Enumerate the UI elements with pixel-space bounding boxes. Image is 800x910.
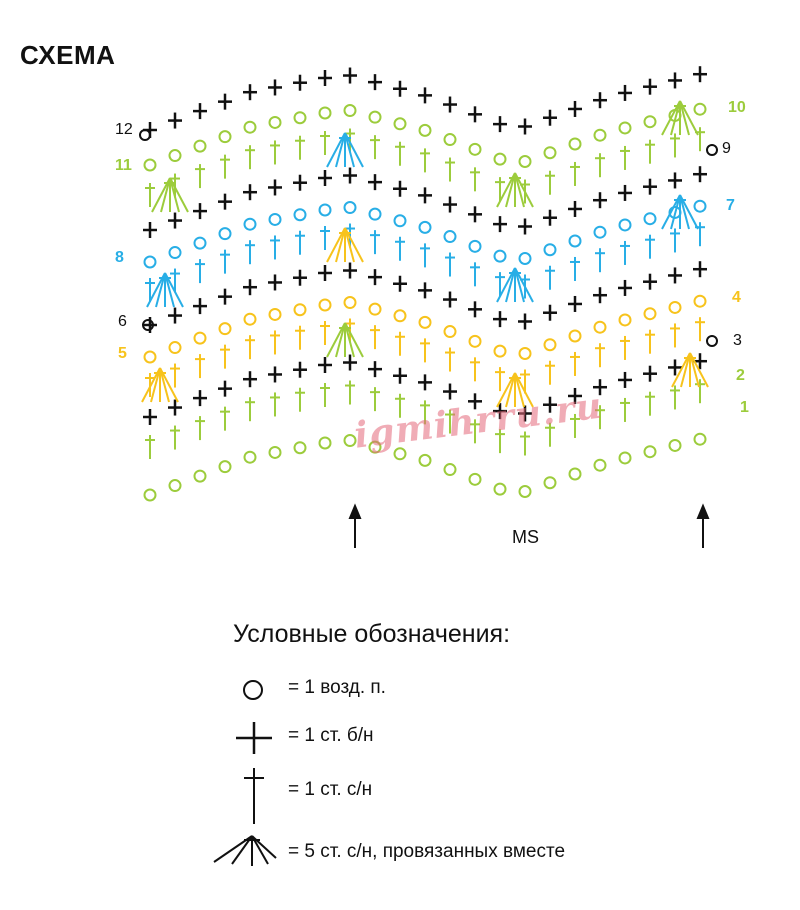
single-crochet: [493, 216, 507, 232]
double-crochet: [245, 240, 255, 264]
double-crochet: [145, 183, 155, 207]
double-crochet: [220, 155, 230, 179]
chain-stitch: [270, 447, 281, 458]
single-crochet: [243, 184, 257, 200]
five-dc-together: [327, 133, 363, 167]
chain-stitch: [520, 348, 531, 359]
double-crochet: [495, 272, 505, 296]
chain-stitch: [595, 227, 606, 238]
chain-stitch: [220, 461, 231, 472]
chain-stitch: [420, 317, 431, 328]
double-crochet: [670, 323, 680, 347]
single-crochet: [593, 287, 607, 303]
single-crochet: [543, 210, 557, 226]
double-crochet: [670, 385, 680, 409]
chain-stitch: [495, 154, 506, 165]
chain-stitch: [495, 251, 506, 262]
double-crochet: [270, 392, 280, 416]
double-crochet: [470, 262, 480, 286]
chain-stitch: [320, 299, 331, 310]
double-crochet: [195, 259, 205, 283]
double-crochet: [420, 148, 430, 172]
single-crochet: [193, 390, 207, 406]
chain-stitch: [670, 440, 681, 451]
chain-stitch: [695, 296, 706, 307]
double-crochet: [370, 387, 380, 411]
chain-stitch: [345, 105, 356, 116]
double-crochet: [170, 269, 180, 293]
single-crochet: [418, 282, 432, 298]
chain-stitch: [620, 314, 631, 325]
double-crochet: [395, 332, 405, 356]
single-crochet: [693, 66, 707, 82]
single-crochet: [343, 68, 357, 84]
single-crochet: [268, 274, 282, 290]
single-crochet: [243, 279, 257, 295]
double-crochet: [420, 338, 430, 362]
chain-stitch: [320, 204, 331, 215]
double-crochet: [620, 146, 630, 170]
single-crochet: [593, 92, 607, 108]
chain-stitch: [670, 302, 681, 313]
single-crochet: [343, 263, 357, 279]
double-crochet: [395, 142, 405, 166]
chain-stitch: [145, 160, 156, 171]
double-crochet: [445, 158, 455, 182]
double-crochet: [270, 140, 280, 164]
single-crochet: [268, 79, 282, 95]
double-crochet: [445, 253, 455, 277]
chain-stitch: [707, 336, 717, 346]
single-crochet: [468, 106, 482, 122]
single-crochet: [443, 292, 457, 308]
single-crochet: [643, 179, 657, 195]
chain-stitch: [645, 116, 656, 127]
double-crochet: [595, 248, 605, 272]
double-crochet: [345, 381, 355, 405]
chain-stitch: [245, 314, 256, 325]
double-crochet: [545, 361, 555, 385]
double-crochet: [295, 136, 305, 160]
single-crochet: [218, 194, 232, 210]
chain-stitch: [445, 231, 456, 242]
single-crochet: [643, 79, 657, 95]
single-crochet: [168, 308, 182, 324]
row-label-4: 4: [732, 289, 741, 306]
double-crochet: [245, 335, 255, 359]
single-crochet: [293, 75, 307, 91]
legend-text: = 1 ст. с/н: [288, 779, 373, 800]
double-crochet: [645, 235, 655, 259]
double-crochet: [245, 145, 255, 169]
single-crochet: [418, 87, 432, 103]
legend-text: = 1 возд. п.: [288, 677, 386, 698]
single-crochet: [168, 400, 182, 416]
chain-stitch: [695, 104, 706, 115]
double-crochet: [320, 226, 330, 250]
single-crochet: [643, 274, 657, 290]
chain-stitch: [420, 222, 431, 233]
chain-stitch: [520, 486, 531, 497]
single-crochet: [193, 298, 207, 314]
double-crochet: [570, 162, 580, 186]
double-crochet: [270, 235, 280, 259]
single-crochet: [693, 166, 707, 182]
double-crochet: [420, 243, 430, 267]
chain-stitch: [495, 484, 506, 495]
row-label-9: 9: [722, 140, 731, 157]
five-dc-together: [147, 273, 183, 307]
single-crochet: [668, 267, 682, 283]
chain-stitch: [595, 322, 606, 333]
chain-stitch: [220, 228, 231, 239]
chain-stitch: [140, 130, 150, 140]
chain-stitch: [345, 202, 356, 213]
double-crochet: [695, 379, 705, 403]
double-crochet: [645, 330, 655, 354]
chain-stitch: [220, 323, 231, 334]
chain-stitch: [470, 336, 481, 347]
watermark: igmihrru.ru: [352, 384, 605, 457]
single-crochet: [618, 280, 632, 296]
double-crochet: [670, 133, 680, 157]
chain-icon: [210, 668, 280, 708]
row-label-10: 10: [728, 99, 746, 116]
single-crochet: [443, 197, 457, 213]
double-crochet: [320, 321, 330, 345]
double-crochet: [620, 336, 630, 360]
single-crochet: [568, 296, 582, 312]
five-dc-together: [142, 368, 178, 402]
double-crochet: [220, 407, 230, 431]
single-crochet: [393, 368, 407, 384]
single-crochet: [618, 372, 632, 388]
single-crochet: [393, 181, 407, 197]
chain-stitch: [470, 474, 481, 485]
single-crochet: [518, 118, 532, 134]
five-dc-together: [327, 323, 363, 357]
chain-stitch: [445, 464, 456, 475]
double-crochet: [470, 357, 480, 381]
arrow-right: [698, 506, 708, 548]
single-crochet: [443, 97, 457, 113]
chain-stitch: [395, 118, 406, 129]
double-crochet: [695, 317, 705, 341]
chain-stitch: [320, 107, 331, 118]
single-crochet: [143, 409, 157, 425]
single-crochet: [318, 265, 332, 281]
chain-stitch: [245, 122, 256, 133]
chain-stitch: [545, 339, 556, 350]
chain-stitch: [545, 477, 556, 488]
single-crochet: [318, 70, 332, 86]
chain-stitch: [170, 150, 181, 161]
chain-stitch: [245, 452, 256, 463]
single-crochet: [668, 172, 682, 188]
chain-stitch: [170, 342, 181, 353]
chain-stitch: [620, 452, 631, 463]
double-crochet: [470, 167, 480, 191]
chain-stitch: [245, 219, 256, 230]
chain-stitch: [595, 130, 606, 141]
single-crochet-icon: [210, 716, 280, 756]
double-crochet: [320, 383, 330, 407]
five-dc-together: [497, 268, 533, 302]
row-label-1: 1: [740, 399, 749, 416]
double-crochet: [195, 164, 205, 188]
double-crochet: [595, 343, 605, 367]
five-dc-together-icon: [210, 830, 280, 870]
chain-stitch: [195, 141, 206, 152]
single-crochet: [468, 206, 482, 222]
single-crochet: [593, 192, 607, 208]
single-crochet: [368, 74, 382, 90]
double-crochet: [620, 241, 630, 265]
chain-stitch: [470, 144, 481, 155]
double-crochet: [645, 140, 655, 164]
single-crochet: [518, 313, 532, 329]
chain-stitch: [395, 310, 406, 321]
single-crochet: [143, 222, 157, 238]
single-crochet: [368, 174, 382, 190]
chain-stitch: [570, 138, 581, 149]
chain-stitch: [370, 304, 381, 315]
chain-stitch: [645, 308, 656, 319]
double-crochet: [220, 250, 230, 274]
single-crochet: [193, 103, 207, 119]
five-dc-together: [497, 173, 533, 207]
chain-stitch: [145, 257, 156, 268]
chain-stitch: [295, 304, 306, 315]
single-crochet: [243, 371, 257, 387]
legend-text: = 1 ст. б/н: [288, 725, 374, 746]
chain-stitch: [520, 253, 531, 264]
chain-stitch: [570, 330, 581, 341]
chain-stitch: [545, 244, 556, 255]
row-label-8: 8: [115, 249, 124, 266]
chain-stitch: [370, 209, 381, 220]
five-dc-together: [152, 178, 188, 212]
chain-stitch: [170, 247, 181, 258]
five-dc-together: [662, 195, 698, 229]
chain-stitch: [495, 346, 506, 357]
double-crochet: [370, 325, 380, 349]
single-crochet: [393, 276, 407, 292]
double-crochet: [570, 352, 580, 376]
chain-stitch: [470, 241, 481, 252]
single-crochet: [368, 269, 382, 285]
chart-title: СХЕМА: [20, 40, 116, 70]
single-crochet: [668, 72, 682, 88]
five-dc-together: [662, 101, 698, 135]
single-crochet: [318, 170, 332, 186]
chain-stitch: [195, 471, 206, 482]
double-crochet: [370, 230, 380, 254]
row-label-6: 6: [118, 313, 127, 330]
single-crochet: [493, 311, 507, 327]
single-crochet: [318, 357, 332, 373]
single-crochet: [443, 384, 457, 400]
chain-stitch: [570, 468, 581, 479]
double-crochet: [195, 354, 205, 378]
chain-stitch: [270, 214, 281, 225]
single-crochet: [468, 301, 482, 317]
chain-stitch: [545, 147, 556, 158]
single-crochet: [493, 116, 507, 132]
single-crochet: [243, 84, 257, 100]
row-label-12: 12: [115, 121, 133, 138]
single-crochet: [218, 381, 232, 397]
chain-stitch: [145, 352, 156, 363]
double-crochet: [495, 177, 505, 201]
chain-stitch: [195, 238, 206, 249]
double-crochet: [395, 237, 405, 261]
single-crochet: [693, 261, 707, 277]
double-crochet: [295, 388, 305, 412]
single-crochet: [293, 362, 307, 378]
single-crochet: [618, 85, 632, 101]
chain-stitch: [707, 145, 717, 155]
chain-stitch: [295, 442, 306, 453]
single-crochet: [293, 175, 307, 191]
chain-stitch: [645, 213, 656, 224]
chain-stitch: [445, 326, 456, 337]
five-dc-together: [672, 353, 708, 387]
single-crochet: [568, 101, 582, 117]
five-dc-together: [327, 228, 363, 262]
double-crochet: [295, 326, 305, 350]
double-crochet: [170, 426, 180, 450]
chain-stitch: [270, 117, 281, 128]
double-crochet: [545, 171, 555, 195]
ms-label: MS: [512, 527, 539, 547]
single-crochet: [418, 187, 432, 203]
single-crochet: [168, 213, 182, 229]
chain-stitch: [320, 437, 331, 448]
chain-stitch: [370, 112, 381, 123]
row-label-11: 11: [115, 157, 132, 174]
single-crochet: [418, 374, 432, 390]
chain-stitch: [270, 309, 281, 320]
chain-stitch: [445, 134, 456, 145]
chain-stitch: [295, 209, 306, 220]
double-crochet: [195, 416, 205, 440]
single-crochet: [268, 179, 282, 195]
single-crochet: [168, 113, 182, 129]
double-crochet: [320, 131, 330, 155]
row-label-5: 5: [118, 345, 127, 362]
single-crochet: [343, 168, 357, 184]
chain-stitch: [620, 122, 631, 133]
chain-stitch: [295, 112, 306, 123]
double-crochet: [645, 392, 655, 416]
single-crochet: [368, 361, 382, 377]
double-crochet: [595, 153, 605, 177]
single-crochet: [393, 81, 407, 97]
double-crochet: [270, 330, 280, 354]
chain-stitch: [595, 460, 606, 471]
single-crochet: [293, 270, 307, 286]
legend-title: Условные обозначения:: [233, 620, 511, 648]
chain-stitch: [195, 333, 206, 344]
double-crochet: [670, 228, 680, 252]
chain-stitch: [695, 201, 706, 212]
single-crochet: [193, 203, 207, 219]
chain-stitch: [520, 156, 531, 167]
double-crochet: [570, 257, 580, 281]
chain-stitch: [645, 446, 656, 457]
double-crochet: [145, 278, 155, 302]
single-crochet: [643, 366, 657, 382]
double-crochet-icon: [210, 766, 280, 826]
chain-stitch: [145, 490, 156, 501]
legend-text: = 5 ст. с/н, провязанных вместе: [288, 841, 566, 862]
chain-stitch: [420, 455, 431, 466]
chain-stitch: [220, 131, 231, 142]
single-crochet: [218, 94, 232, 110]
double-crochet: [445, 348, 455, 372]
chain-stitch: [345, 297, 356, 308]
double-crochet: [145, 435, 155, 459]
double-crochet: [295, 231, 305, 255]
chain-stitch: [395, 215, 406, 226]
chain-stitch: [170, 480, 181, 491]
single-crochet: [568, 201, 582, 217]
single-crochet: [268, 366, 282, 382]
double-crochet: [545, 266, 555, 290]
row-label-2: 2: [736, 367, 745, 384]
arrow-left: [350, 506, 360, 548]
chain-stitch: [695, 434, 706, 445]
row-label-7: 7: [726, 197, 735, 214]
single-crochet: [618, 185, 632, 201]
double-crochet: [495, 367, 505, 391]
double-crochet: [170, 364, 180, 388]
single-crochet: [543, 305, 557, 321]
single-crochet: [543, 110, 557, 126]
single-crochet: [218, 289, 232, 305]
double-crochet: [245, 397, 255, 421]
chain-stitch: [570, 235, 581, 246]
chain-stitch: [620, 219, 631, 230]
double-crochet: [220, 345, 230, 369]
row-label-3: 3: [733, 332, 742, 349]
chain-stitch: [420, 125, 431, 136]
single-crochet: [518, 218, 532, 234]
double-crochet: [620, 398, 630, 422]
double-crochet: [370, 135, 380, 159]
